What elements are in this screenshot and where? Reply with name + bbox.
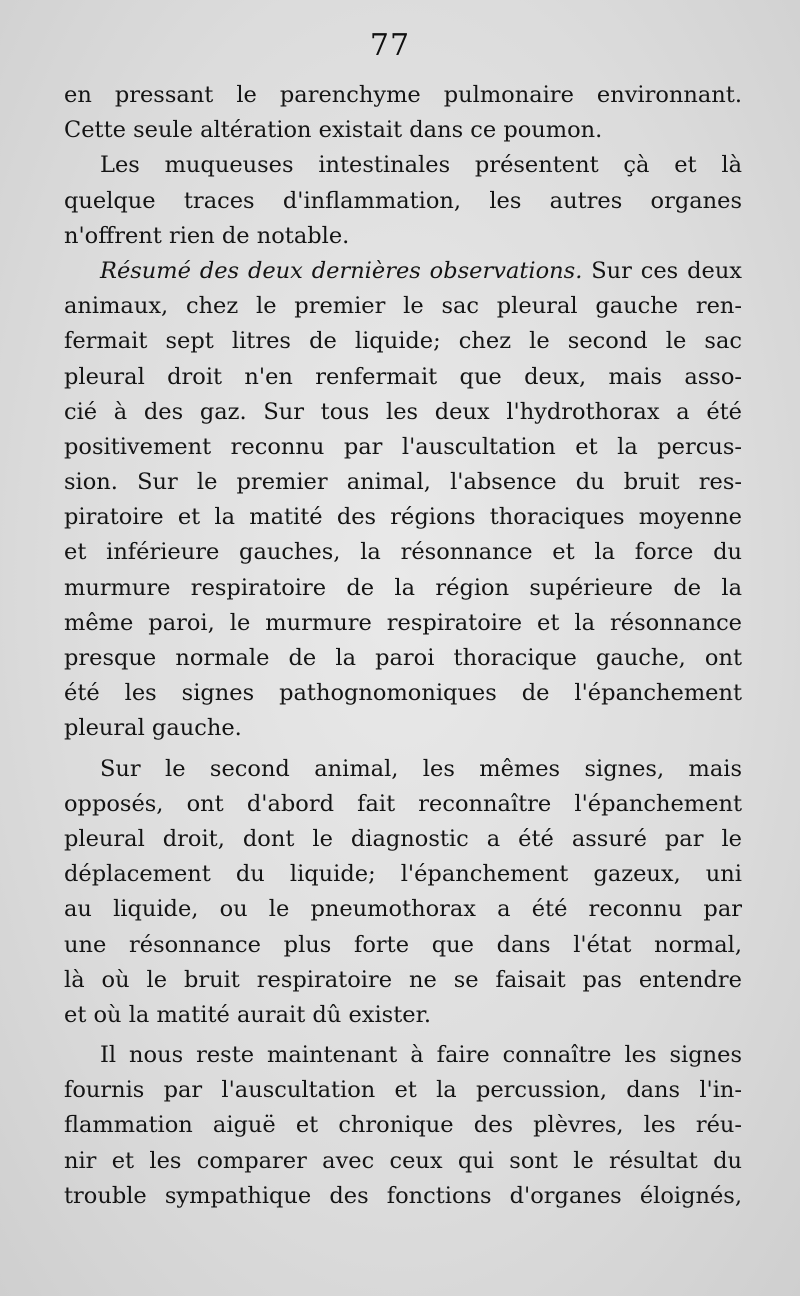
paragraph-mucous: [64, 148, 742, 254]
text-line: au liquide, ou le pneumothorax a été reconnu par: [64, 896, 742, 923]
text-line: trouble sympathique des fonctions d'organes éloignés,: [64, 1182, 742, 1209]
text-line: cié à des gaz. Sur tous les deux l'hydrothorax a été: [64, 398, 742, 425]
text-line: une résonnance plus forte que dans l'état normal,: [64, 931, 742, 958]
text-line: et où la matité aurait dû exister.: [64, 1001, 432, 1028]
text-line: flammation aiguë et chronique des plèvres, les réu-: [64, 1112, 742, 1139]
text-line: Sur le second animal, les mêmes signes, mais: [100, 755, 742, 782]
page-number: 77: [369, 28, 411, 63]
text-line: Il nous reste maintenant à faire connaître les signes: [100, 1042, 742, 1069]
summary-heading: Résumé des deux dernières observations.: [100, 257, 583, 284]
text-line: quelque traces d'inflammation, les autres organes: [64, 187, 742, 214]
text-line: pleural droit n'en renfermait que deux, mais asso-: [64, 363, 742, 390]
text-line: sion. Sur le premier animal, l'absence du bruit res-: [64, 469, 742, 496]
text-line: été les signes pathognomoniques de l'épanchement: [64, 680, 742, 707]
paragraph-continuation: [64, 78, 742, 148]
text-line: Cette seule altération existait dans ce poumon.: [64, 117, 603, 144]
paragraph-second-animal: [64, 752, 742, 1034]
text-line: positivement reconnu par l'auscultation et la percus-: [64, 433, 742, 460]
paragraph-remaining-signs: [64, 1038, 742, 1214]
text-line: nir et les comparer avec ceux qui sont le résultat du: [64, 1147, 742, 1174]
summary-first-line-rest: Sur ces deux: [591, 257, 742, 284]
text-line: n'offrent rien de notable.: [64, 222, 350, 249]
paragraph-summary: [64, 254, 742, 747]
summary-first-line: [64, 254, 742, 289]
text-line: murmure respiratoire de la région supérieure de la: [64, 574, 742, 601]
page-body-text: [64, 78, 742, 1214]
text-line: fournis par l'auscultation et la percussion, dans l'in-: [64, 1077, 742, 1104]
text-line: pleural droit, dont le diagnostic a été assuré par le: [64, 825, 742, 852]
text-line: déplacement du liquide; l'épanchement gazeux, uni: [64, 861, 742, 888]
text-line: et inférieure gauches, la résonnance et la force du: [64, 539, 742, 566]
text-line: Les muqueuses intestinales présentent çà et là: [100, 152, 742, 179]
text-line: piratoire et la matité des régions thoraciques moyenne: [64, 504, 742, 531]
text-line: en pressant le parenchyme pulmonaire environnant.: [64, 82, 742, 108]
text-line: là où le bruit respiratoire ne se faisait pas entendre: [64, 966, 742, 993]
text-line: presque normale de la paroi thoracique gauche, ont: [64, 645, 742, 671]
text-line: pleural gauche.: [64, 715, 242, 742]
text-line: fermait sept litres de liquide; chez le second le sac: [64, 328, 742, 355]
text-line: même paroi, le murmure respiratoire et la résonnance: [64, 609, 742, 636]
text-line: animaux, chez le premier le sac pleural gauche ren-: [64, 293, 742, 320]
text-line: opposés, ont d'abord fait reconnaître l'épanchement: [64, 790, 742, 817]
